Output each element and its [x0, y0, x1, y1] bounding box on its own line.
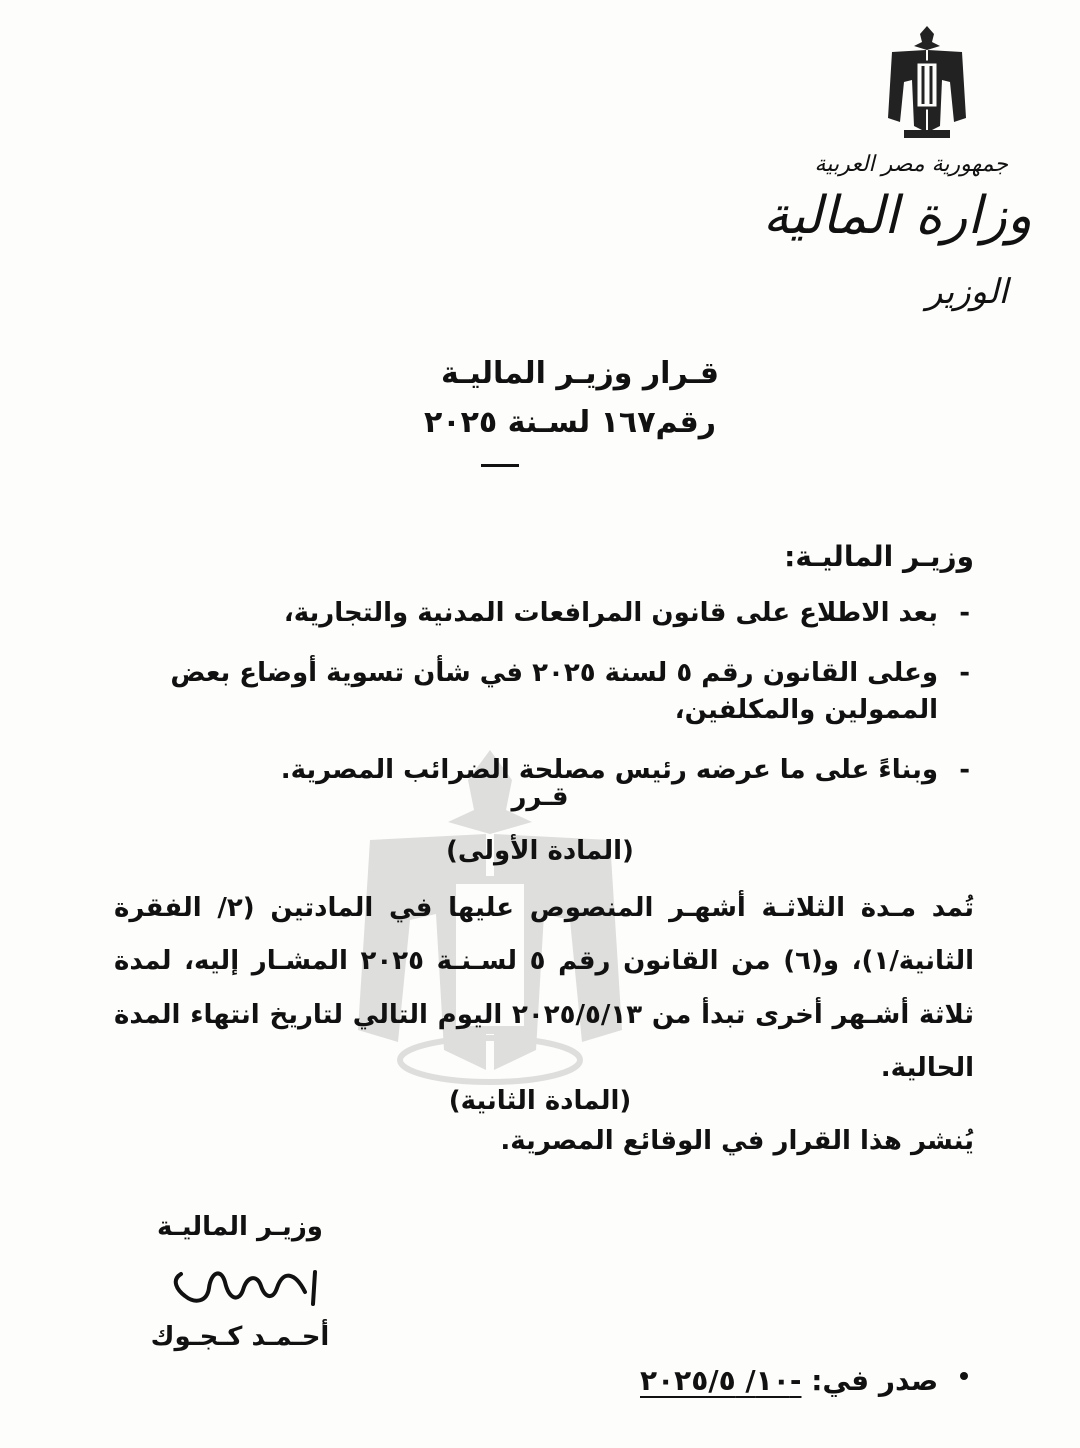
article-2-heading: (المادة الثانية)	[448, 1086, 632, 1116]
decree-title-block	[0, 356, 1080, 467]
signature-block	[130, 1212, 350, 1352]
preamble-item: - وبناءً على ما عرضه رئيس مصلحة الضرائب المصرية.	[54, 752, 974, 790]
preamble-section	[54, 540, 974, 812]
letterhead-republic: جمهورية مصر العربية	[814, 152, 1008, 177]
issued-line	[640, 1364, 938, 1397]
decree-title: قـرار وزيـر الماليـة	[441, 356, 719, 391]
preamble-item: - وعلى القانون رقم ٥ لسنة ٢٠٢٥ في شأن تسوية أوضاع بعض الممولين والمكلفين،	[54, 655, 974, 730]
signatory-title: وزيـر الماليـة	[157, 1212, 323, 1242]
article-1-heading: (المادة الأولى)	[446, 836, 634, 866]
letterhead-ministry: وزارة المالية	[762, 186, 1032, 246]
issued-label: صدر في:	[811, 1364, 939, 1397]
decree-number: رقم١٦٧ لسـنة ٢٠٢٥	[423, 405, 716, 440]
article-2-text: يُنشر هذا القرار في الوقائع المصرية.	[500, 1126, 974, 1156]
signatory-name: أحـمـد كـجـوك	[150, 1322, 330, 1352]
decided-label: قـرر	[511, 782, 569, 812]
article-1-text: تُمد مـدة الثلاثـة أشهـر المنصوص عليها في المادتين (٢/ الفقرة الثانية/١)، و(٦) من القانون رقم ٥ لسـنـة ٢٠٢٥ المشـار إليه، لمدة ثلاثة أشـهر أخرى تبدأ من ٢٠٢٥/٥/١٣ اليوم التالي لتاريخ انتهاء المدة الحالية.	[114, 893, 975, 1083]
handwritten-signature-icon	[155, 1252, 325, 1316]
preamble-heading: وزيـر الماليـة:	[784, 540, 974, 573]
title-divider	[481, 464, 519, 467]
issued-date: -١٠/ ٢٠٢٥/٥	[640, 1364, 802, 1397]
letterhead-office: الوزير	[925, 272, 1008, 312]
eagle-emblem-icon	[882, 22, 972, 142]
issued-bullet	[960, 1372, 968, 1380]
preamble-item: - بعد الاطلاع على قانون المرافعات المدنية والتجارية،	[54, 595, 974, 633]
